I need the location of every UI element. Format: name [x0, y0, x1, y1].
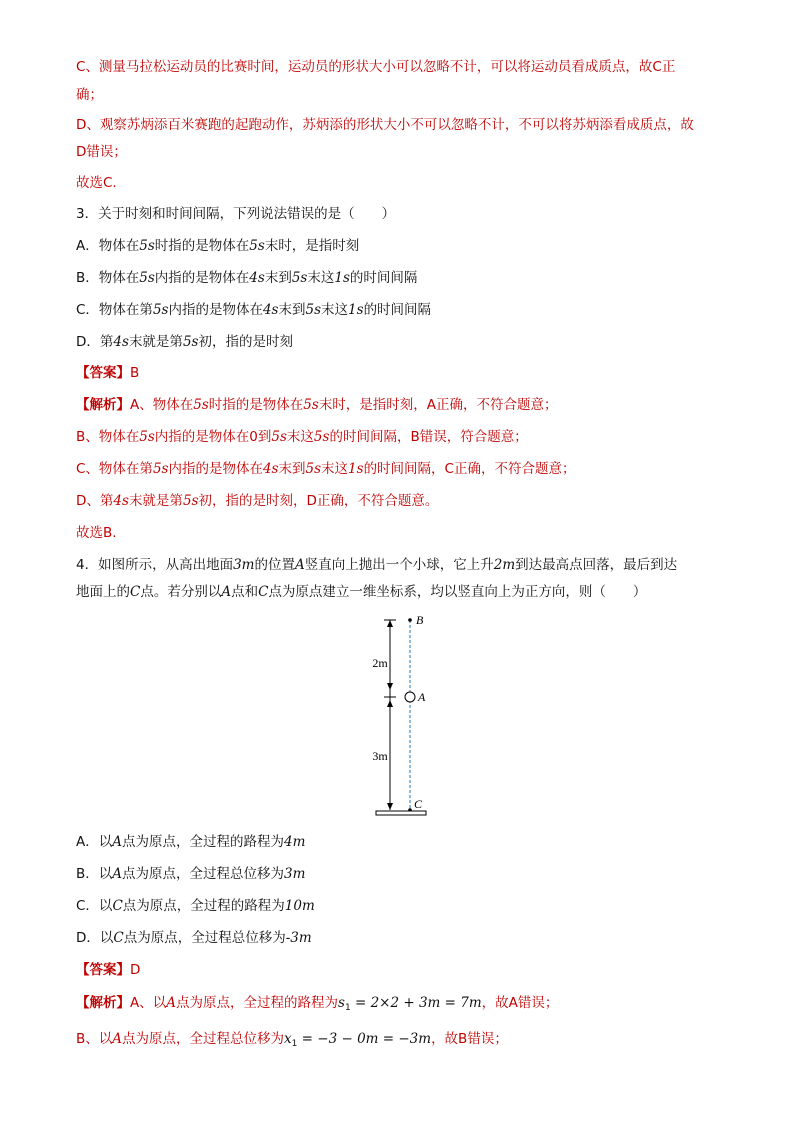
- analysis-4-b: B、以A点为原点，全过程总位移为$x_1 = -3 - 0m = -3m$，故B错误；: [76, 1031, 508, 1049]
- analysis-d-line1: D、观察苏炳添百米赛跑的起跑动作，苏炳添的形状大小不可以忽略不计，不可以将苏炳添看成质点，故: [76, 117, 694, 133]
- label-b: B: [416, 613, 424, 627]
- question-4-stem-line2: 地面上的C点。若分别以A点和C点为原点建立一维坐标系，均以竖直向上为正方向，则（ ）: [76, 584, 647, 600]
- question-4-option-c: C．以C点为原点，全过程的路程为10m: [76, 898, 315, 914]
- answer-3: 【答案】B: [76, 365, 140, 381]
- question-3-option-a: A．物体在5s时指的是物体在5s末时，是指时刻: [76, 238, 360, 254]
- answer-4: 【答案】D: [76, 962, 141, 978]
- point-b: [408, 618, 412, 622]
- arrow-top-icon: [387, 620, 393, 627]
- label-a: A: [418, 690, 426, 704]
- question-4-option-a: A．以A点为原点，全过程的路程为4m: [76, 834, 306, 850]
- dimension-label-bottom: 3m: [372, 749, 388, 763]
- question-4-option-b: B．以A点为原点，全过程总位移为3m: [76, 866, 306, 882]
- analysis-3-d: D、第4s末就是第5s初，指的是时刻，D正确，不符合题意。: [76, 493, 439, 509]
- selection-3: 故选B.: [76, 525, 117, 541]
- question-3-option-c: C．物体在第5s内指的是物体在4s末到5s末这1s的时间间隔: [76, 302, 432, 318]
- selection-c: 故选C.: [76, 175, 117, 191]
- analysis-3-a: 【解析】A、物体在5s时指的是物体在5s末时，是指时刻，A正确，不符合题意；: [76, 397, 558, 413]
- question-4-stem-line1: 4．如图所示，从高出地面3m的位置A竖直向上抛出一个小球，它上升2m到达最高点回落，最后到达: [76, 557, 678, 573]
- ball-icon: [405, 692, 415, 702]
- label-c: C: [414, 797, 423, 811]
- question-3-option-d: D．第4s末就是第5s初，指的是时刻: [76, 334, 293, 350]
- arrow-middle-up-icon: [387, 700, 393, 707]
- dimension-label-top: 2m: [372, 656, 388, 670]
- question-3-stem: 3．关于时刻和时间间隔，下列说法错误的是（ ）: [76, 206, 396, 222]
- analysis-4-a: 【解析】A、以A点为原点，全过程的路程为$s_1 = 2\times 2 + 3m = 7m$，故A错误；: [76, 995, 559, 1013]
- question-4-option-d: D．以C点为原点，全过程总位移为-3m: [76, 930, 312, 946]
- analysis-d-line2: D错误；: [76, 144, 127, 160]
- analysis-c-line2: 确；: [76, 87, 103, 103]
- arrow-bottom-icon: [387, 803, 393, 810]
- arrow-middle-down-icon: [387, 683, 393, 690]
- analysis-3-c: C、物体在第5s内指的是物体在4s末到5s末这1s的时间间隔，C正确，不符合题意；: [76, 461, 576, 477]
- analysis-c-line1: C、测量马拉松运动员的比赛时间，运动员的形状大小可以忽略不计，可以将运动员看成质点，故C正: [76, 59, 676, 75]
- question-3-option-b: B．物体在5s内指的是物体在4s末到5s末这1s的时间间隔: [76, 270, 418, 286]
- projectile-figure: [370, 612, 460, 822]
- analysis-3-b: B、物体在5s内指的是物体在0到5s末这5s的时间间隔，B错误，符合题意；: [76, 429, 528, 445]
- ground-icon: [376, 811, 426, 815]
